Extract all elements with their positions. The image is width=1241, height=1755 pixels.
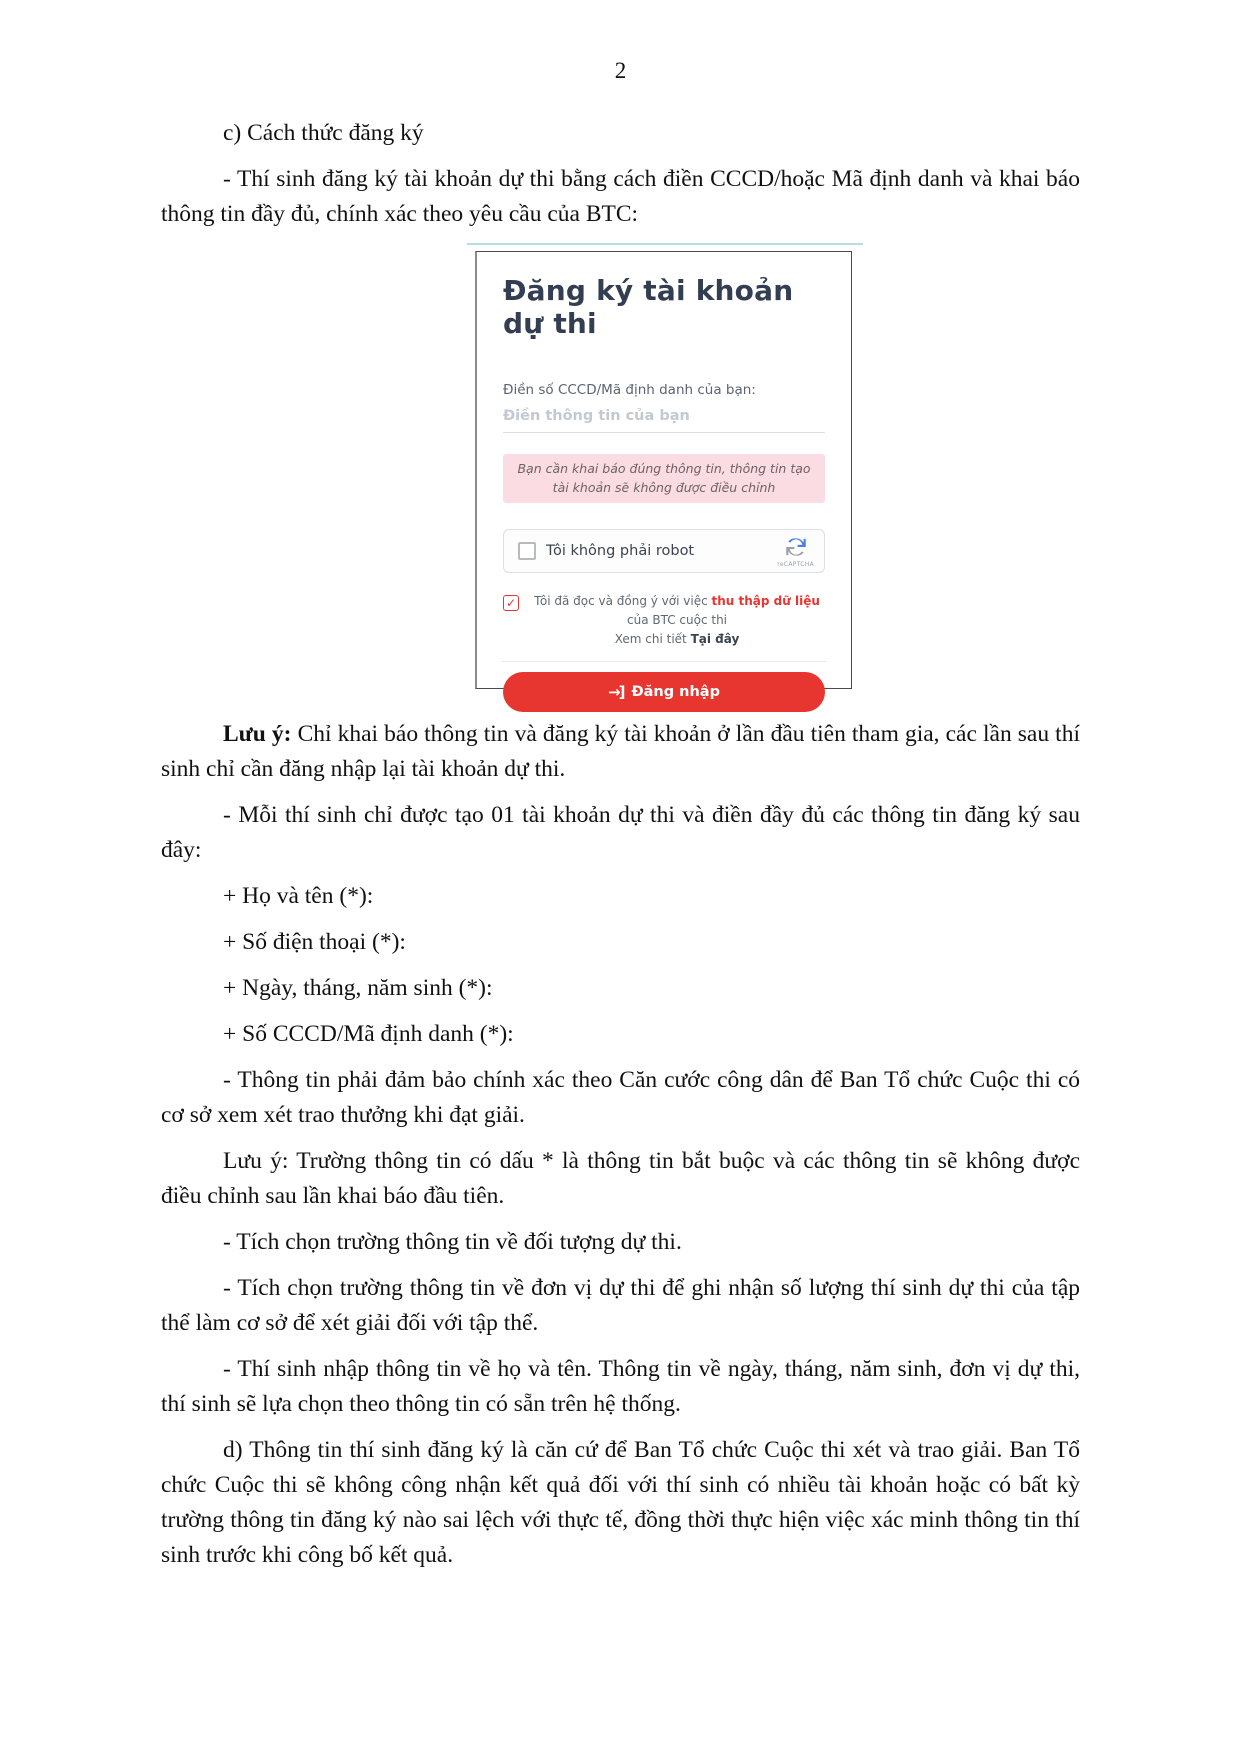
paragraph: - Thí sinh đăng ký tài khoản dự thi bằng cách điền CCCD/hoặc Mã định danh và khai báo thông tin đầy đủ, chính xác theo yêu cầu của BTC: [161,166,1080,227]
embedded-form-screenshot [161,243,1080,702]
consent-checkbox[interactable] [503,595,519,611]
recaptcha-badge [777,534,814,568]
page-number: 2 [614,58,627,83]
document-body-bottom [161,717,1080,1573]
check-icon: ✓ [505,595,517,610]
paragraph: - Tích chọn trường thông tin về đối tượng dự thi. [223,1229,682,1255]
paragraph: c) Cách thức đăng ký [223,120,424,146]
consent-suffix: của BTC cuộc thi [626,612,728,627]
paragraph: Lưu ý: Trường thông tin có dấu * là thông tin bắt buộc và các thông tin sẽ không được điều chỉnh sau lần khai báo đầu tiên. [161,1148,1080,1209]
data-collection-link[interactable]: thu thập dữ liệu [711,593,820,608]
button-divider [501,661,827,662]
login-button-label: Đăng nhập [631,684,720,701]
recaptcha-icon [783,534,809,560]
login-icon: →] [608,683,624,702]
recaptcha-checkbox[interactable] [518,542,536,560]
paragraph: + Ngày, tháng, năm sinh (*): [223,975,493,1001]
details-text: Xem chi tiết [614,632,691,647]
paragraph: - Thí sinh nhập thông tin về họ và tên. Thông tin về ngày, tháng, năm sinh, đơn vị dự thi, thí sinh sẽ lựa chọn theo thông tin có sẵn trên hệ thống. [161,1356,1080,1417]
paragraph: - Mỗi thí sinh chỉ được tạo 01 tài khoản dự thi và điền đầy đủ các thông tin đăng ký sau đây: [161,802,1080,863]
paragraph: + Số CCCD/Mã định danh (*): [223,1021,514,1047]
recaptcha-widget[interactable] [503,529,825,573]
warning-note: Bạn cần khai báo đúng thông tin, thông tin tạo tài khoản sẽ không được điều chỉnh [503,454,825,503]
login-button[interactable] [503,672,825,712]
paragraph: - Tích chọn trường thông tin về đơn vị dự thi để ghi nhận số lượng thí sinh dự thi của tập thể làm cơ sở để xét giải đối với tập thể. [161,1275,1080,1336]
registration-form-card [475,251,852,702]
consent-text [529,592,825,650]
top-accent-line [467,243,863,245]
paragraph: Lưu ý: Chỉ khai báo thông tin và đăng ký tài khoản ở lần đầu tiên tham gia, các lần sau thí sinh chỉ cần đăng nhập lại tài khoản dự thi. [161,721,1080,782]
paragraph: - Thông tin phải đảm bảo chính xác theo Căn cước công dân để Ban Tổ chức Cuộc thi có cơ sở xem xét trao thưởng khi đạt giải. [161,1067,1080,1128]
cccd-input[interactable] [503,405,825,433]
consent-prefix: Tôi đã đọc và đồng ý với việc [534,593,712,608]
cccd-input-label: Điền số CCCD/Mã định danh của bạn: [503,382,756,398]
paragraph: + Số điện thoại (*): [223,929,406,955]
paragraph: + Họ và tên (*): [223,883,374,909]
details-link[interactable]: Tại đây [690,632,740,647]
recaptcha-label: Tôi không phải robot [546,542,695,559]
cccd-input-placeholder: Điền thông tin của bạn [503,408,690,424]
form-title: Đăng ký tài khoản dự thi [503,274,794,340]
consent-row [503,592,825,650]
paragraph: d) Thông tin thí sinh đăng ký là căn cứ để Ban Tổ chức Cuộc thi xét và trao giải. Ban Tổ chức Cuộc thi sẽ không công nhận kết quả đối với thí sinh có nhiều tài khoản hoặc có bất kỳ trường thông tin đăng ký nào sai lệch với thực tế, đồng thời thực hiện việc xác minh thông tin thí sinh trước khi công bố kết quả. [161,1437,1080,1568]
recaptcha-brand: reCAPTCHA [777,560,814,568]
document-body-top [161,116,1080,232]
